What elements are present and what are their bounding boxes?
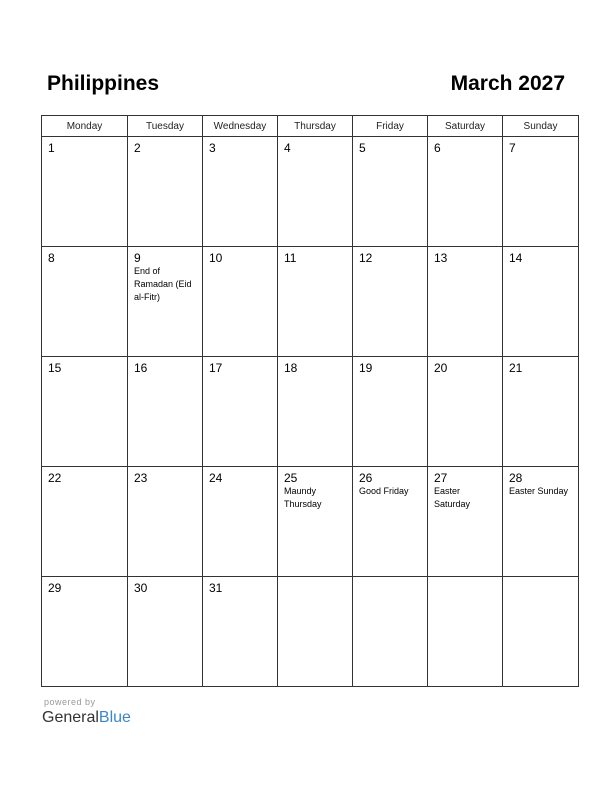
generalblue-logo[interactable]: [42, 708, 131, 728]
day-number: 25: [284, 471, 298, 485]
day-number: 7: [509, 141, 516, 155]
day-number: 16: [134, 361, 148, 375]
day-number: 14: [509, 251, 523, 265]
day-number: 10: [209, 251, 223, 265]
day-number: 21: [509, 361, 523, 375]
day-cell: [42, 137, 128, 247]
day-cell: [203, 357, 278, 467]
holiday-label: End of Ramadan (Eid al-Fitr): [134, 266, 192, 302]
day-cell: [278, 467, 353, 577]
day-cell: [353, 577, 428, 687]
month-calendar: [41, 115, 579, 687]
day-cell: [428, 137, 503, 247]
day-number: 27: [434, 471, 448, 485]
day-number: 17: [209, 361, 223, 375]
day-cell: [203, 577, 278, 687]
brand-blue-text: Blue: [98, 709, 131, 726]
day-cell: [203, 467, 278, 577]
day-number: 18: [284, 361, 298, 375]
holiday-label: Easter Saturday: [434, 486, 471, 509]
weekday-header-wednesday: Wednesday: [203, 116, 278, 137]
day-number: 24: [209, 471, 223, 485]
day-cell: [42, 577, 128, 687]
day-cell: [503, 467, 579, 577]
day-cell: [503, 247, 579, 357]
day-cell: [42, 467, 128, 577]
day-cell: [503, 137, 579, 247]
week-row-4: [42, 467, 579, 577]
week-row-5: [42, 577, 579, 687]
month-title: March 2027: [450, 72, 565, 95]
weekday-header-sunday: Sunday: [503, 116, 579, 137]
day-cell: [503, 357, 579, 467]
day-number: 8: [48, 251, 55, 265]
day-cell: [128, 357, 203, 467]
weekday-header-tuesday: Tuesday: [128, 116, 203, 137]
day-number: 15: [48, 361, 62, 375]
week-row-1: [42, 137, 579, 247]
day-number: 20: [434, 361, 448, 375]
day-number: 30: [134, 581, 148, 595]
day-number: 1: [48, 141, 55, 155]
day-cell: [128, 247, 203, 357]
day-cell: [428, 357, 503, 467]
day-number: 26: [359, 471, 373, 485]
day-cell: [128, 137, 203, 247]
day-cell: [278, 357, 353, 467]
day-cell: [428, 577, 503, 687]
day-number: [503, 577, 578, 581]
day-cell: [278, 247, 353, 357]
day-cell: [42, 247, 128, 357]
week-row-3: [42, 357, 579, 467]
day-cell: [203, 247, 278, 357]
day-number: [278, 577, 352, 581]
day-cell: [353, 137, 428, 247]
weekday-header-thursday: Thursday: [278, 116, 353, 137]
day-number: 4: [284, 141, 291, 155]
day-cell: [203, 137, 278, 247]
weekday-header-saturday: Saturday: [428, 116, 503, 137]
day-number: 11: [284, 251, 297, 265]
day-cell: [353, 467, 428, 577]
day-cell: [428, 467, 503, 577]
day-number: 2: [134, 141, 141, 155]
day-cell: [278, 137, 353, 247]
day-cell: [128, 467, 203, 577]
day-number: 9: [134, 251, 141, 265]
day-number: 31: [209, 581, 223, 595]
country-title: Philippines: [47, 72, 160, 95]
day-number: 12: [359, 251, 373, 265]
holiday-label: Easter Sunday: [509, 486, 569, 496]
weekday-header-friday: Friday: [353, 116, 428, 137]
day-number: 22: [48, 471, 62, 485]
day-cell: [42, 357, 128, 467]
day-number: [428, 577, 502, 581]
powered-by-label: powered by: [44, 697, 96, 707]
day-number: 6: [434, 141, 441, 155]
day-cell: [428, 247, 503, 357]
weekday-header-row: [42, 116, 579, 137]
holiday-label: Maundy Thursday: [284, 486, 322, 509]
weekday-header-monday: Monday: [42, 116, 128, 137]
brand-general-text: General: [42, 709, 99, 726]
holiday-label: Good Friday: [359, 486, 409, 496]
day-cell: [353, 247, 428, 357]
day-number: 3: [209, 141, 216, 155]
day-number: 29: [48, 581, 62, 595]
day-number: 23: [134, 471, 148, 485]
day-number: [353, 577, 427, 581]
day-number: 5: [359, 141, 366, 155]
week-row-2: [42, 247, 579, 357]
day-cell: [503, 577, 579, 687]
day-cell: [128, 577, 203, 687]
day-cell: [278, 577, 353, 687]
day-number: 13: [434, 251, 448, 265]
day-cell: [353, 357, 428, 467]
day-number: 19: [359, 361, 373, 375]
day-number: 28: [509, 471, 523, 485]
